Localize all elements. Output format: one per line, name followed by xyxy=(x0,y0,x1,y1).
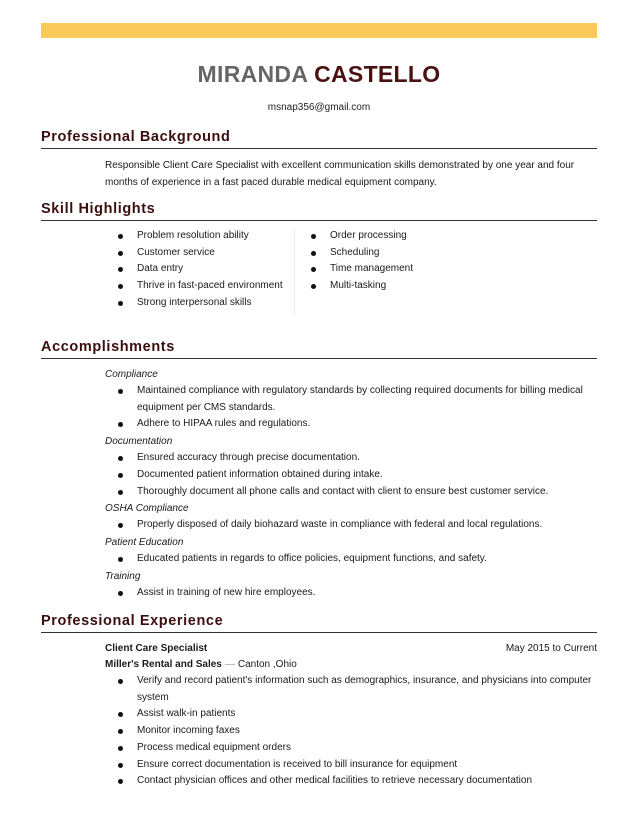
section-title: Professional Background xyxy=(41,129,231,145)
list-item: Maintained compliance with regulatory standards by collecting required documents for billing medical equipment per CMS standards. xyxy=(105,383,599,416)
list-item: Scheduling xyxy=(298,245,498,262)
accomplishments-list xyxy=(105,366,585,601)
list-item: Data entry xyxy=(105,261,295,278)
section-divider xyxy=(41,358,597,359)
list-item: Monitor incoming faxes xyxy=(105,723,599,740)
candidate-name xyxy=(0,60,638,88)
job-dates: May 2015 to Current xyxy=(505,643,597,654)
list-item: Ensured accuracy through precise documentation. xyxy=(105,450,599,467)
job-title: Client Care Specialist xyxy=(105,643,208,654)
background-summary: Responsible Client Care Specialist with excellent communication skills demonstrated by one year and four months of experience in a fast paced durable medical equipment company. xyxy=(105,160,575,188)
list-item: Multi-tasking xyxy=(298,278,498,295)
skills-left-column xyxy=(105,228,295,312)
list-item: Thoroughly document all phone calls and contact with client to ensure best customer service. xyxy=(105,484,599,501)
email-address[interactable]: msnap356@gmail.com xyxy=(267,102,371,113)
section-accomplishments xyxy=(41,338,597,359)
accomplishment-category: OSHA Compliance xyxy=(105,503,189,515)
list-item: Properly disposed of daily biohazard waste in compliance with federal and local regulations. xyxy=(105,517,599,534)
section-divider xyxy=(41,632,597,633)
company-name: Miller's Rental and Sales xyxy=(105,659,222,670)
skills-right-column xyxy=(298,228,498,295)
accomplishment-category: Compliance xyxy=(105,369,158,380)
first-name: MIRANDA xyxy=(197,61,308,87)
section-title: Accomplishments xyxy=(41,339,175,355)
list-item: Assist walk-in patients xyxy=(105,706,599,723)
accomplishment-category: Patient Education xyxy=(105,536,184,548)
list-item: Ensure correct documentation is received to bill insurance for equipment xyxy=(105,757,599,774)
section-skill-highlights xyxy=(41,200,597,221)
job-header xyxy=(105,640,597,657)
job-location: Canton ,Ohio xyxy=(237,659,297,670)
section-divider xyxy=(41,220,597,221)
section-professional-experience xyxy=(41,612,597,633)
section-title: Professional Experience xyxy=(41,613,224,629)
list-item: Assist in training of new hire employees. xyxy=(105,585,599,602)
section-title: Skill Highlights xyxy=(41,201,156,217)
list-item: Contact physician offices and other medical facilities to retrieve necessary documentation xyxy=(105,773,599,790)
job-employer xyxy=(105,656,597,673)
list-item: Time management xyxy=(298,261,498,278)
list-item: Customer service xyxy=(105,245,295,262)
list-item: Strong interpersonal skills xyxy=(105,295,295,312)
header-accent-bar xyxy=(41,23,597,38)
list-item: Verify and record patient's information such as demographics, insurance, and physicians into computer system xyxy=(105,673,599,706)
list-item: Adhere to HIPAA rules and regulations. xyxy=(105,416,599,433)
section-professional-background xyxy=(41,128,597,149)
list-item: Process medical equipment orders xyxy=(105,740,599,757)
list-item: Problem resolution ability xyxy=(105,228,295,245)
list-item: Documented patient information obtained during intake. xyxy=(105,467,599,484)
list-item: Educated patients in regards to office policies, equipment functions, and safety. xyxy=(105,551,599,568)
list-item: Order processing xyxy=(298,228,498,245)
accomplishment-category: Documentation xyxy=(105,436,173,448)
skills-column-divider xyxy=(294,228,295,316)
section-divider xyxy=(41,148,597,149)
job-duties xyxy=(105,673,592,790)
list-item: Thrive in fast-paced environment xyxy=(105,278,295,295)
last-name: CASTELLO xyxy=(314,61,441,87)
accomplishment-category: Training xyxy=(105,570,141,582)
separator-dash: — xyxy=(224,659,235,670)
